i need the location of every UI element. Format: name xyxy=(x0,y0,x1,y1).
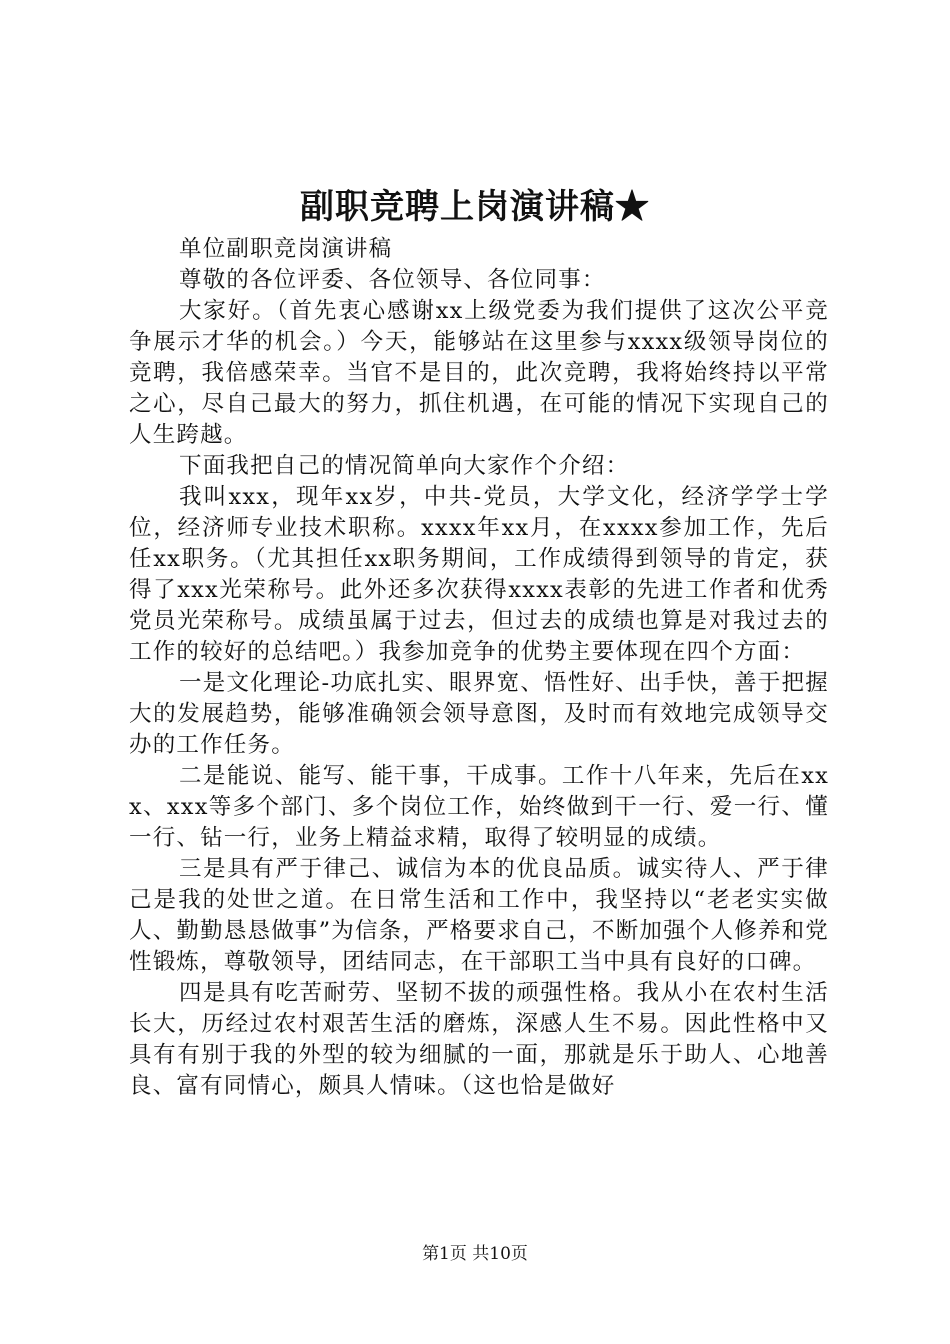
paragraph-self-intro: 我叫xxx，现年xx岁，中共-党员，大学文化，经济学学士学位，经济师专业技术职称。xxxx年xx月，在xxxx参加工作，先后任xx职务。（尤其担任xx职务期间，工作成绩得到领导的肯定，获得了xxx光荣称号。此外还多次获得xxxx表彰的先进工作者和优秀党员光荣称号。成绩虽属于过去，但过去的成绩也算是对我过去的工作的较好的总结吧。）我参加竞争的优势主要体现在四个方面： xyxy=(129,484,829,665)
paragraph-salutation: 尊敬的各位评委、各位领导、各位同事： xyxy=(179,267,606,293)
page-number-footer: 第1页 共10页 xyxy=(422,1244,528,1264)
paragraph-advantage-3: 三是具有严于律己、诚信为本的优良品质。诚实待人、严于律己是我的处世之道。在日常生活和工作中，我坚持以“老老实实做人、勤勤恳恳做事”为信条，严格要求自己，不断加强个人修养和党性锻炼，尊敬领导，团结同志，在干部职工当中具有良好的口碑。 xyxy=(129,856,830,975)
paragraph-subtitle: 单位副职竞岗演讲稿 xyxy=(179,236,393,262)
paragraph-advantage-1: 一是文化理论-功底扎实、眼界宽、悟性好、出手快，善于把握大的发展趋势，能够准确领会领导意图，及时而有效地完成领导交办的工作任务。 xyxy=(129,670,829,758)
paragraph-advantage-4: 四是具有吃苦耐劳、坚韧不拔的顽强性格。我从小在农村生活长大，历经过农村艰苦生活的磨炼，深感人生不易。因此性格中又具有有别于我的外型的较为细腻的一面，那就是乐于助人、心地善良、富有同情心，颇具人情味。（这也恰是做好 xyxy=(129,980,829,1099)
paragraph-advantage-2: 二是能说、能写、能干事，干成事。工作十八年来，先后在xxx、xxx等多个部门、多个岗位工作，始终做到干一行、爱一行、懂一行、钻一行，业务上精益求精，取得了较明显的成绩。 xyxy=(129,763,829,851)
paragraph-greeting: 大家好。（首先衷心感谢xx上级党委为我们提供了这次公平竞争展示才华的机会。）今天，能够站在这里参与xxxx级领导岗位的竞聘，我倍感荣幸。当官不是目的，此次竞聘，我将始终持以平常之心，尽自己最大的努力，抓住机遇，在可能的情况下实现自己的人生跨越。 xyxy=(129,298,829,448)
paragraph-intro-lead: 下面我把自己的情况简单向大家作个介绍： xyxy=(179,453,630,479)
document-body xyxy=(129,234,829,1102)
document-title: 副职竞聘上岗演讲稿★ xyxy=(300,187,650,227)
